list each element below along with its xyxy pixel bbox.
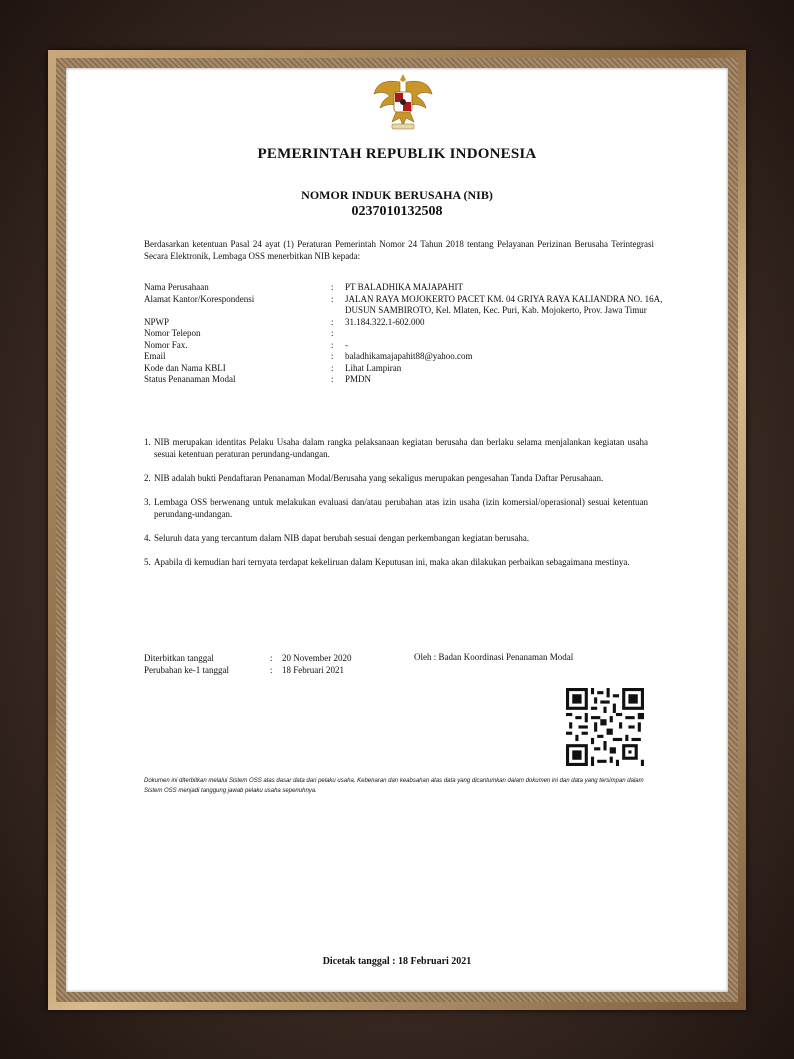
issued-date: 20 November 2020 <box>282 653 352 663</box>
field-row <box>144 374 664 386</box>
changed-colon: : <box>270 665 273 675</box>
field-value: 31.184.322.1-602.000 <box>345 316 425 327</box>
note-number: 4. <box>144 533 151 543</box>
list-item <box>144 436 648 460</box>
field-label: Nama Perusahaan <box>144 282 209 292</box>
field-label: Nomor Telepon <box>144 328 201 338</box>
disclaimer-text: Dokumen ini diterbitkan melalui Sistem OSS atas dasar data dari pelaku usaha. Kebenaran dan keabsahan atas data yang dicantumkan dalam dokumen ini dan data yang tersimpan dalam Sistem OSS menjadi tanggung jawab pelaku usaha sepenuhnya. <box>144 778 644 794</box>
note-text: Lembaga OSS berwenang untuk melakukan evaluasi dan/atau perubahan atas izin usaha (izin komersial/operasional) sesuai ketentuan perundang-undangan. <box>154 497 648 519</box>
field-label: Kode dan Nama KBLI <box>144 362 226 373</box>
field-value: PT BALADHIKA MAJAPAHIT <box>345 282 464 292</box>
list-item <box>144 496 648 520</box>
field-colon: : <box>331 339 334 350</box>
changed-row <box>144 664 644 676</box>
issuer: Oleh : Badan Koordinasi Penanaman Modal <box>414 652 574 662</box>
note-text: Apabila di kemudian hari ternyata terdapat kekeliruan dalam Keputusan ini, maka akan dilakukan perbaikan sebagaimana mestinya. <box>154 557 630 567</box>
field-label: Alamat Kantor/Korespondensi <box>144 293 255 304</box>
field-colon: : <box>331 282 334 292</box>
field-colon: : <box>331 362 334 373</box>
intro-paragraph: Berdasarkan ketentuan Pasal 24 ayat (1) Peraturan Pemerintah Nomor 24 Tahun 2018 tentang Pelayanan Perizinan Berusaha Terintegrasi Secara Elektronik, Lembaga OSS menerbitkan NIB kepada: <box>144 239 654 261</box>
company-fields <box>144 282 664 386</box>
field-value: JALAN RAYA MOJOKERTO PACET KM. 04 GRIYA RAYA KALIANDRA NO. 16A, DUSUN SAMBIROTO, Kel. Mlaten, Kec. Puri, Kab. Mojokerto, Prov. Jawa Timur <box>345 293 663 315</box>
notes-list <box>144 436 648 580</box>
field-value: baladhikamajapahit88@yahoo.com <box>345 351 473 361</box>
field-label: Nomor Fax. <box>144 339 188 350</box>
field-label: Status Penanaman Modal <box>144 374 236 384</box>
field-colon: : <box>331 293 334 304</box>
note-number: 1. <box>144 437 151 447</box>
note-number: 2. <box>144 473 151 483</box>
field-value: - <box>345 339 348 350</box>
field-row <box>144 340 664 352</box>
field-label: Email <box>144 351 166 361</box>
qr-code-icon <box>566 688 644 766</box>
field-colon: : <box>331 351 334 361</box>
field-row <box>144 282 664 294</box>
field-colon: : <box>331 374 334 384</box>
field-label: NPWP <box>144 316 170 327</box>
field-colon: : <box>331 316 334 327</box>
list-item <box>144 556 648 568</box>
changed-label: Perubahan ke-1 tanggal <box>144 665 229 675</box>
note-number: 5. <box>144 557 151 567</box>
note-text: Seluruh data yang tercantum dalam NIB dapat berubah sesuai dengan perkembangan kegiatan berusaha. <box>154 533 530 543</box>
field-value: Lihat Lampiran <box>345 362 402 373</box>
field-value: PMDN <box>345 374 372 384</box>
certificate-paper <box>66 68 728 992</box>
issued-label: Diterbitkan tanggal <box>144 653 214 663</box>
note-text: NIB merupakan identitas Pelaku Usaha dalam rangka pelaksanaan kegiatan berusaha dan berlaku selama menjalankan kegiatan usaha sesuai ketentuan peraturan perundang-undangan. <box>154 437 648 459</box>
issued-colon: : <box>270 653 273 663</box>
field-row <box>144 294 664 317</box>
field-row <box>144 317 664 329</box>
government-title: PEMERINTAH REPUBLIK INDONESIA <box>257 146 537 162</box>
field-row <box>144 363 664 375</box>
nib-number: 0237010132508 <box>351 204 443 219</box>
printed-date: Dicetak tanggal : 18 Februari 2021 <box>322 956 472 967</box>
note-text: NIB adalah bukti Pendaftaran Penanaman Modal/Berusaha yang sekaligus merupakan pengesahan Tanda Daftar Perusahaan. <box>154 473 604 483</box>
changed-date: 18 Februari 2021 <box>282 665 344 675</box>
document-title: NOMOR INDUK BERUSAHA (NIB) <box>301 188 493 202</box>
garuda-emblem-icon <box>370 68 436 134</box>
field-value <box>345 328 664 340</box>
field-row <box>144 328 664 340</box>
note-number: 3. <box>144 497 151 507</box>
field-row <box>144 351 664 363</box>
field-colon: : <box>331 328 334 338</box>
list-item <box>144 472 648 484</box>
list-item <box>144 532 648 544</box>
